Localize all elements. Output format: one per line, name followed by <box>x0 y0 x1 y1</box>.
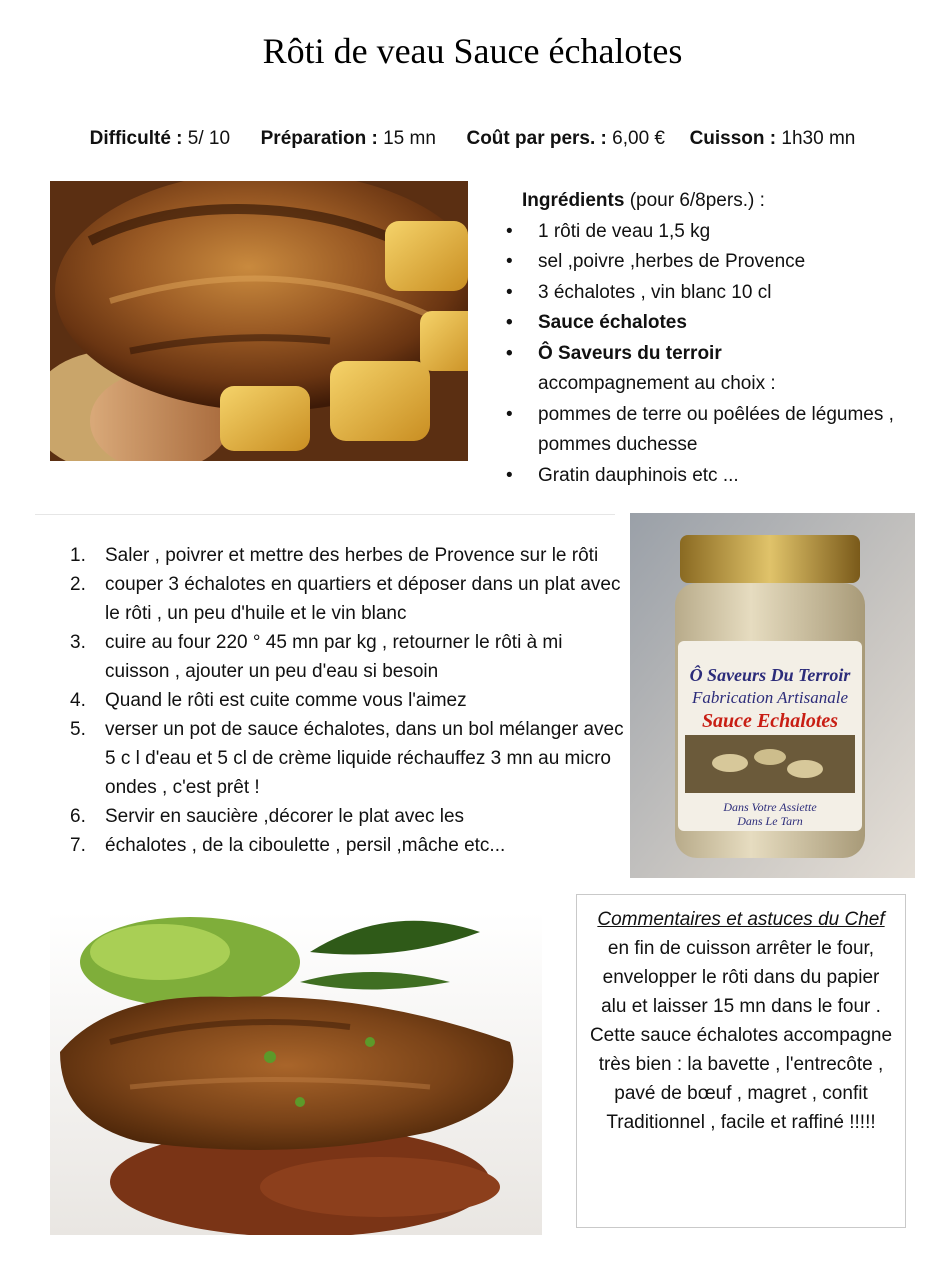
jar-label-line3: Sauce Echalotes <box>701 710 839 732</box>
step-item: 2. couper 3 échalotes en quartiers et déposer dans un plat avec le rôti , un peu d'huile et le vin blanc <box>70 574 621 624</box>
chef-comment-box <box>576 894 906 1228</box>
page-title: Rôti de veau Sauce échalotes <box>262 31 683 71</box>
difficulty-value: 5/ 10 <box>187 128 231 149</box>
step-item: 7. échalotes , de la ciboulette , persil ,mâche etc... <box>70 835 506 856</box>
step-item: 4. Quand le rôti est cuite comme vous l'aimez <box>70 690 467 711</box>
jar-label-line4: Dans Votre Assiette <box>723 800 817 814</box>
jar-label-line5: Dans Le Tarn <box>737 814 803 828</box>
ingredient-item: • sel ,poivre ,herbes de Provence <box>500 247 940 278</box>
ingredient-item: • Ô Saveurs du terroir <box>500 339 940 370</box>
chef-comment-body: en fin de cuisson arrêter le four, envelopper le rôti dans du papier alu et laisser 15 mn dans le four . Cette sauce échalotes accompagne très bien : la bavette , l'entrecôte , pavé de bœuf , magret , confit Traditionnel , facile et raffiné !!!!! <box>589 938 893 1133</box>
ingredient-item: • 3 échalotes , vin blanc 10 cl <box>500 278 940 309</box>
chef-comment-title: Commentaires et astuces du Chef <box>597 909 885 930</box>
sauce-jar-photo <box>630 513 915 878</box>
ingredients-list <box>500 217 940 492</box>
ingredient-item: • Gratin dauphinois etc ... <box>500 461 940 492</box>
ingredient-item: accompagnement au choix : <box>538 373 776 394</box>
ingredient-item: • pommes de terre ou poêlées de légumes , pommes duchesse <box>500 400 940 461</box>
step-item: 6. Servir en saucière ,décorer le plat avec les <box>70 806 465 827</box>
steps-section <box>60 541 630 860</box>
ingredients-heading: Ingrédients (pour 6/8pers.) : <box>522 190 765 211</box>
ingredient-item: • 1 rôti de veau 1,5 kg <box>500 217 940 248</box>
jar-label-line2: Fabrication Artisanale <box>692 688 848 707</box>
jar-label-line1: Ô Saveurs Du Terroir <box>689 665 851 685</box>
prep-value: 15 mn <box>383 128 436 149</box>
cost-value: 6,00 € <box>612 128 665 149</box>
cook-label: Cuisson : <box>689 128 777 149</box>
difficulty-label: Difficulté : <box>89 128 183 149</box>
ingredients-section <box>500 186 940 491</box>
ingredient-item: • Sauce échalotes <box>500 308 940 339</box>
recipe-meta <box>0 128 945 150</box>
prep-label: Préparation : <box>260 128 378 149</box>
steak-sauce-photo <box>50 912 542 1235</box>
cost-label: Coût par pers. : <box>466 128 607 149</box>
steps-list <box>60 541 630 860</box>
roast-veal-photo <box>50 181 468 461</box>
cook-value: 1h30 mn <box>781 128 856 149</box>
section-divider <box>35 514 615 515</box>
step-item: 5. verser un pot de sauce échalotes, dans un bol mélanger avec 5 c l d'eau et 5 cl de crème liquide réchauffez 3 mn au micro ondes , c'est prêt ! <box>70 719 624 798</box>
step-item: 3. cuire au four 220 ° 45 mn par kg , retourner le rôti à mi cuisson , ajouter un peu d'eau si besoin <box>70 632 563 682</box>
step-item: 1. Saler , poivrer et mettre des herbes de Provence sur le rôti <box>70 545 599 566</box>
